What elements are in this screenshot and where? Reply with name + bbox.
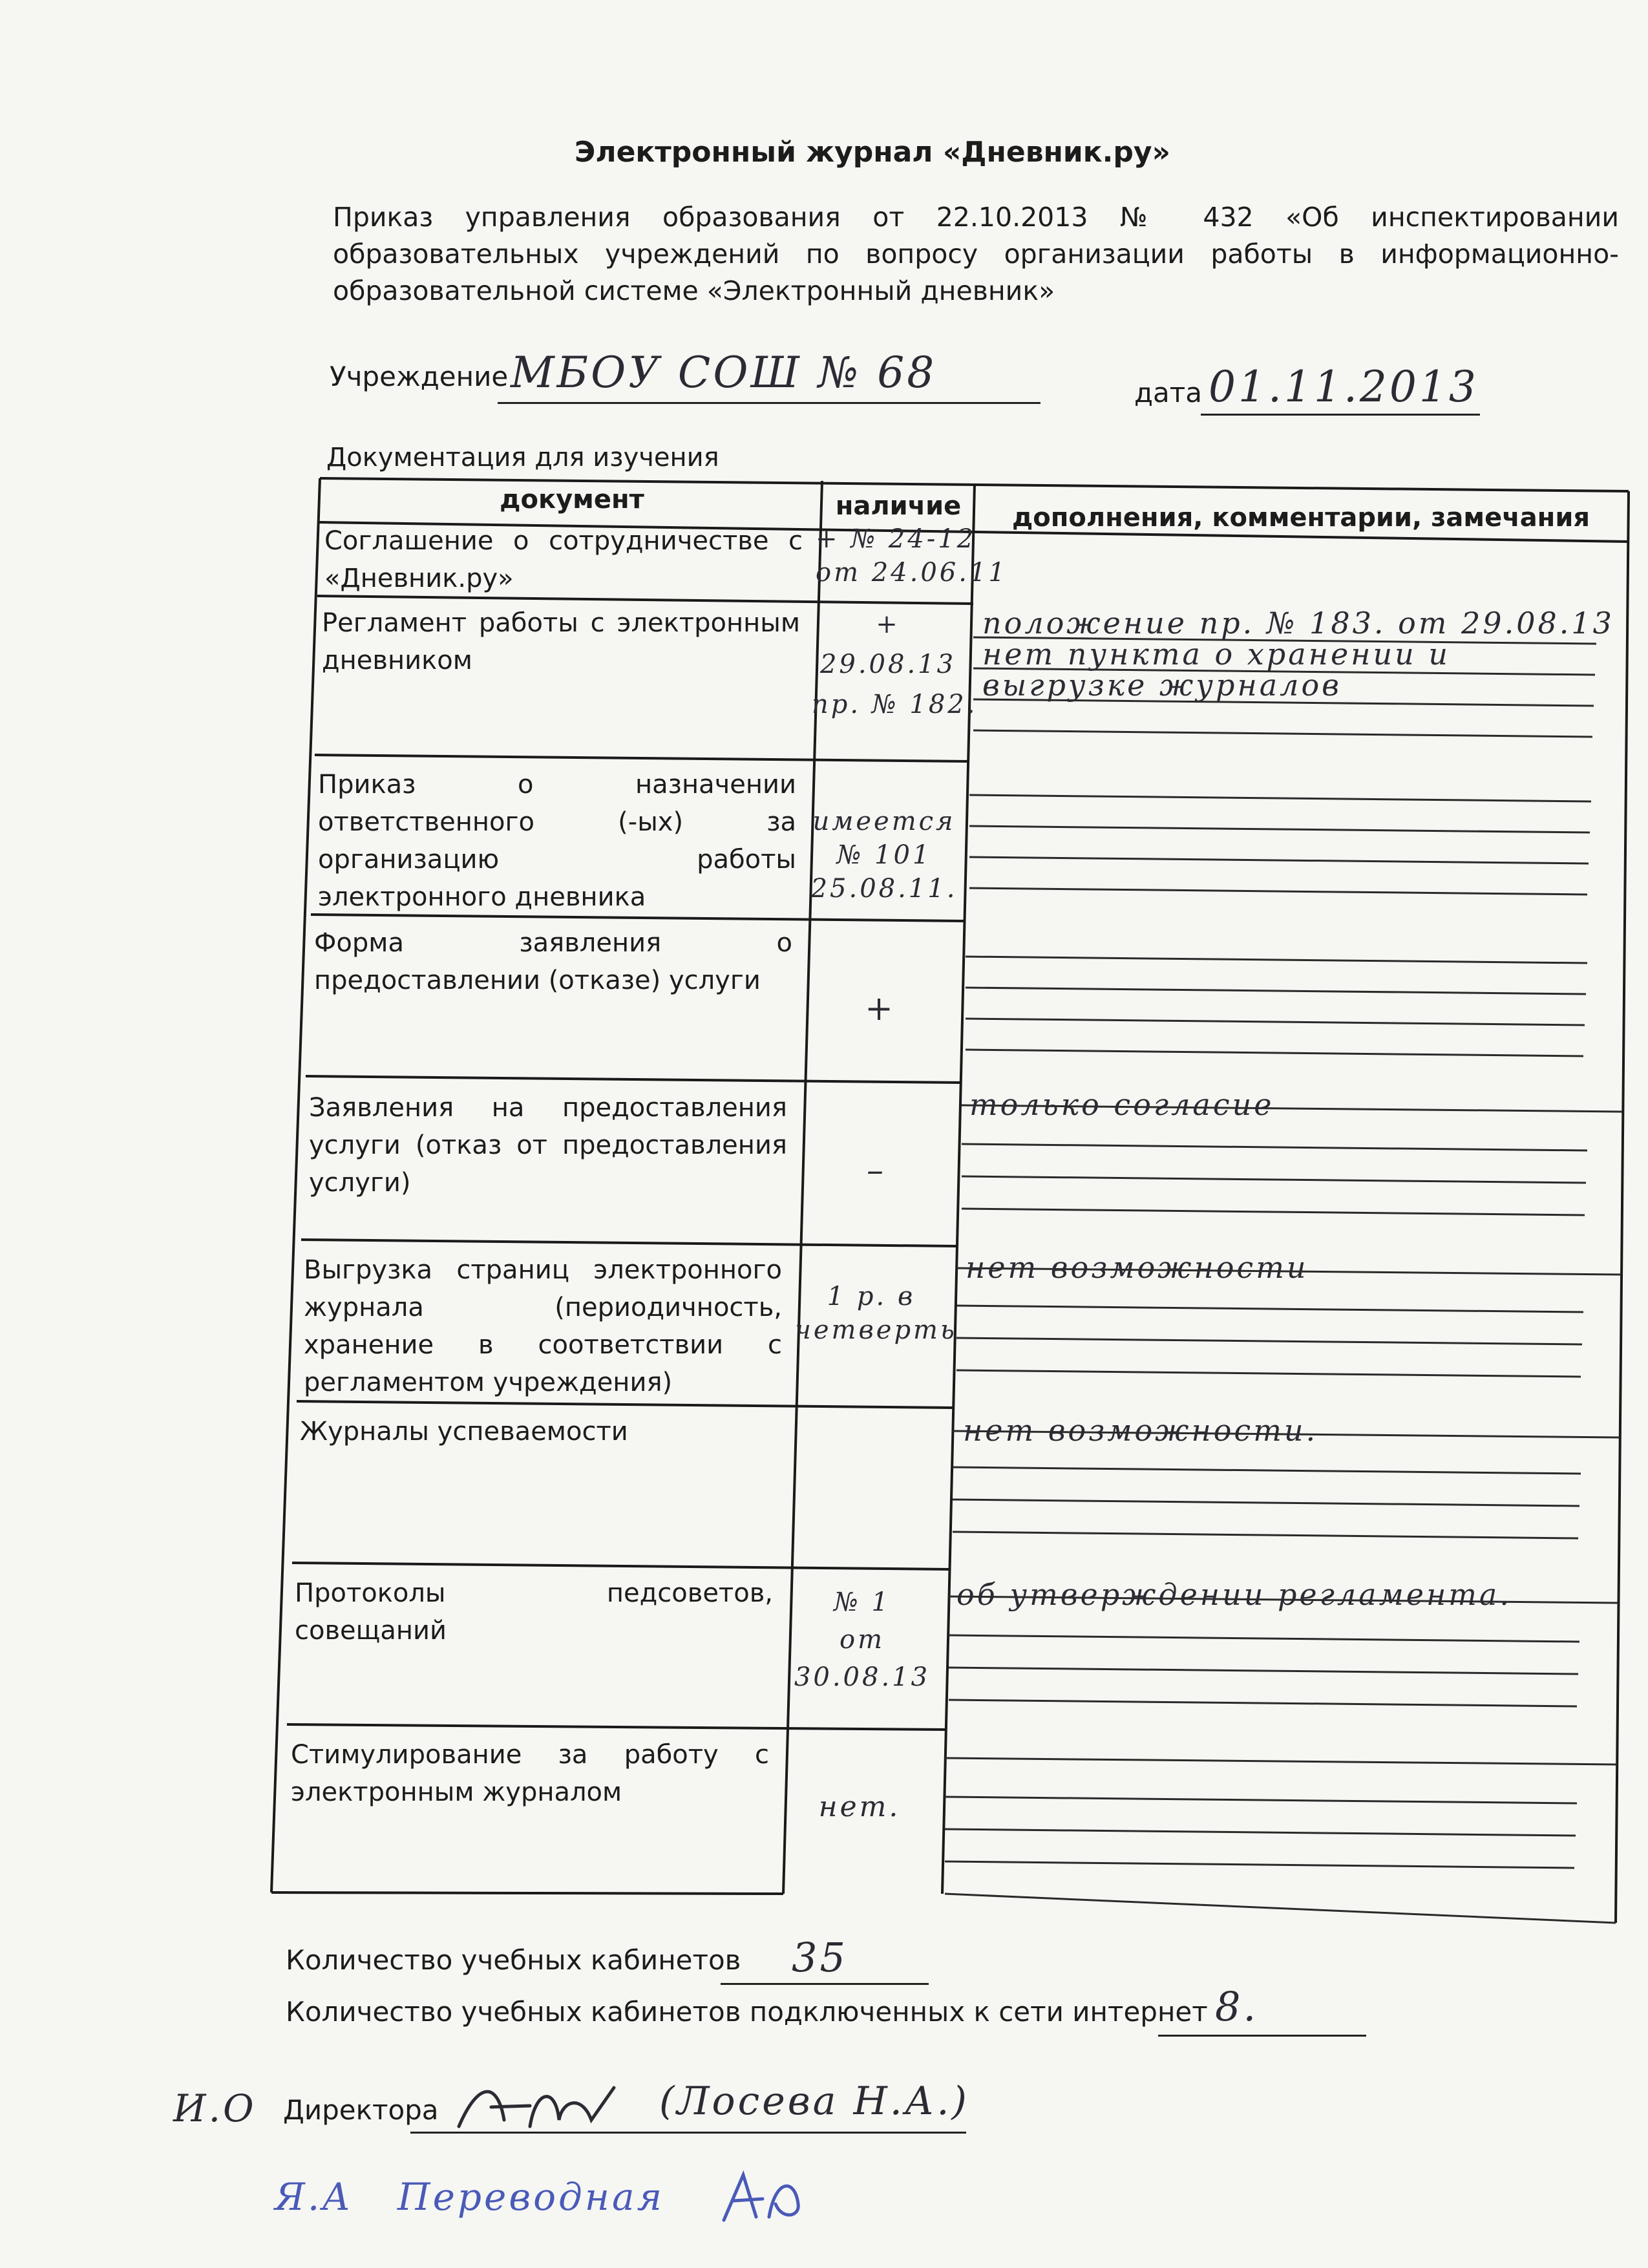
rooms-internet-underline <box>1158 2035 1366 2037</box>
institution-label: Учреждение <box>330 361 509 392</box>
column-header-presence: наличие <box>835 491 962 521</box>
row-separator <box>297 1401 953 1408</box>
institution-value: МБОУ СОШ № 68 <box>511 348 937 397</box>
row-3-presence: имеется № 101 25.08.11. <box>810 807 958 904</box>
row-7-document: Журналы успеваемости <box>300 1417 628 1447</box>
section-label: Документация для изучения <box>326 443 719 472</box>
note-initials: Я.А <box>275 2175 354 2219</box>
row-9-document: Стимулирование за работу с электронным журналом <box>291 1740 769 1807</box>
page-title: Электронный журнал «Дневник.ру» <box>575 136 1170 169</box>
row-6-comments: нет возможности <box>966 1250 1309 1285</box>
order-reference: Приказ управления образования от 22.10.2013 № 432 «Об инспектировании образовательных учреждений по вопросу организации работы в информационно-образовательной системе «Электронный дневник» <box>333 202 1619 306</box>
row-5-document: Заявления на предоставления услуги (отказ от предоставления услуги) <box>309 1093 787 1198</box>
row-8-comments: об утверждении регламента. <box>956 1577 1512 1612</box>
note-name: Переводная <box>397 2175 664 2219</box>
date-label: дата <box>1134 377 1202 408</box>
row-1-presence: + № 24-12 от 24.06.11 <box>816 524 1008 588</box>
row-9-presence: нет. <box>818 1790 901 1823</box>
table-bottom-border <box>271 1892 783 1894</box>
row-separator <box>287 1724 945 1730</box>
table-right-border <box>1616 491 1629 1923</box>
director-prefix: И.О <box>173 2086 257 2130</box>
column-header-document: документ <box>500 485 644 514</box>
row-3-document: Приказ о назначении ответственного (-ых) за организацию работы электронного дневника <box>318 770 796 912</box>
row-separator <box>301 1240 956 1246</box>
row-5-comments: только согласие <box>969 1087 1274 1122</box>
row-5-presence: – <box>867 1151 886 1190</box>
rooms-internet-value: 8. <box>1215 1983 1259 2030</box>
row-2-comments: положение пр. № 183. от 29.08.13 нет пункта о хранении и выгрузке журналов <box>982 606 1614 703</box>
column-header-comments: дополнения, комментарии, замечания <box>1011 503 1590 533</box>
row-8-document: Протоколы педсоветов, совещаний <box>295 1578 773 1646</box>
row-2-document: Регламент работы с электронным дневником <box>322 608 800 675</box>
rooms-underline <box>721 1983 929 1985</box>
blue-signature-icon <box>717 2165 808 2230</box>
row-2-presence: + 29.08.13 пр. № 182. <box>812 609 978 719</box>
row-separator <box>306 1076 962 1083</box>
director-label: Директора <box>283 2094 439 2126</box>
director-name: (Лосева Н.А.) <box>659 2079 969 2124</box>
row-4-document: Форма заявления о предоставлении (отказе) услуги <box>314 928 792 995</box>
row-6-presence: 1 р. в четверть <box>795 1282 957 1345</box>
rooms-label: Количество учебных кабинетов <box>286 1944 741 1976</box>
date-underline <box>1201 414 1480 416</box>
rooms-value: 35 <box>792 1934 848 1981</box>
director-signature-icon <box>452 2075 620 2139</box>
row-separator <box>315 755 969 761</box>
row-6-document: Выгрузка страниц электронного журнала (периодичность, хранение в соответствии с регламентом учреждения) <box>304 1255 782 1397</box>
row-1-document: Соглашение о сотрудничестве с «Дневник.ру» <box>324 526 803 593</box>
institution-underline <box>498 402 1041 404</box>
row-8-presence: № 1 от 30.08.13 <box>794 1587 931 1692</box>
row-7-comments: нет возможности. <box>963 1413 1318 1448</box>
date-value: 01.11.2013 <box>1209 362 1479 412</box>
rooms-internet-label: Количество учебных кабинетов подключенных к сети интернет <box>286 1996 1208 2028</box>
row-4-presence: + <box>865 990 896 1028</box>
row-separator <box>292 1563 949 1569</box>
